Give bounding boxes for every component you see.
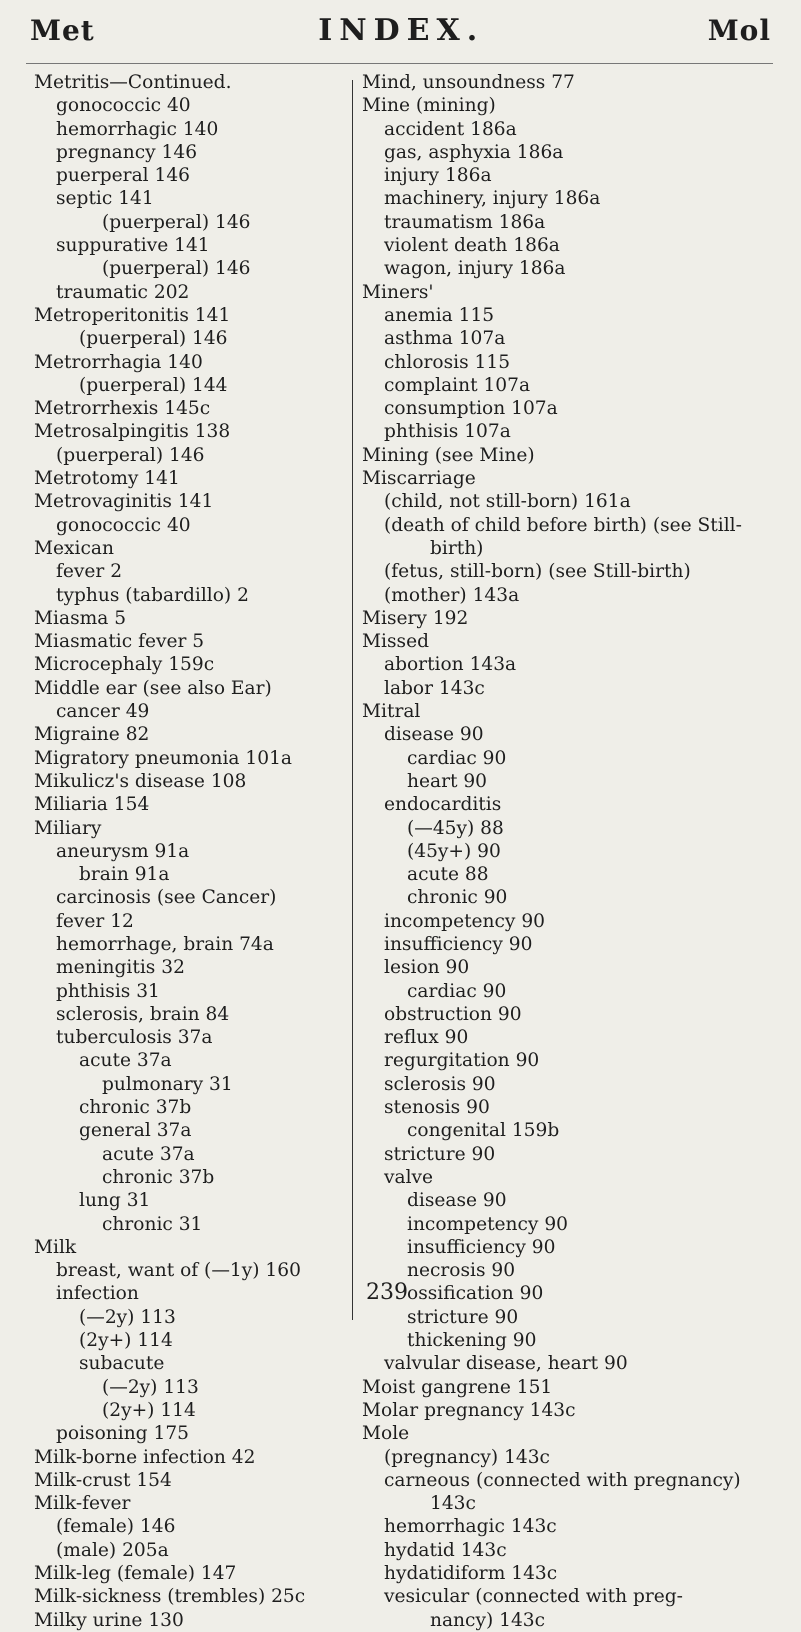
index-subentry: acute 88 <box>407 864 489 886</box>
index-subentry: pregnancy 146 <box>56 141 198 163</box>
index-heading: Milk-crust 154 <box>34 1469 172 1491</box>
index-heading: Milk <box>34 1236 77 1258</box>
index-subentry: phthisis 107a <box>384 421 511 443</box>
index-subentry: (male) 205a <box>56 1539 169 1561</box>
index-subentry: asthma 107a <box>384 328 506 350</box>
index-subentry: cardiac 90 <box>407 747 507 769</box>
index-subentry: stricture 90 <box>407 1306 519 1328</box>
index-heading: Milk-borne infection 42 <box>34 1446 256 1468</box>
index-subentry: meningitis 32 <box>56 957 185 979</box>
index-subentry: (female) 146 <box>56 1516 176 1538</box>
index-heading: Microcephaly 159c <box>34 654 215 676</box>
index-subentry: (pregnancy) 143c <box>384 1446 550 1468</box>
index-subentry: disease 90 <box>384 724 484 746</box>
index-heading: Mine (mining) <box>362 95 496 117</box>
index-subentry: fever 2 <box>56 561 123 583</box>
index-subentry: aneurysm 91a <box>56 840 190 862</box>
index-subentry: wagon, injury 186a <box>384 258 566 280</box>
header-rule <box>26 63 773 64</box>
index-heading: Missed <box>362 631 429 653</box>
index-subentry: regurgitation 90 <box>384 1050 540 1072</box>
index-heading: Middle ear (see also Ear) <box>34 677 272 699</box>
index-subentry: general 37a <box>79 1120 192 1142</box>
index-heading: Metrorrhagia 140 <box>34 351 203 373</box>
page-number: 239 <box>366 1280 408 1305</box>
index-subentry: disease 90 <box>407 1190 507 1212</box>
index-subentry: acute 37a <box>102 1143 195 1165</box>
index-heading: Mitral <box>362 701 421 723</box>
index-subentry: chronic 90 <box>407 887 508 909</box>
index-subentry: chronic 31 <box>102 1213 203 1235</box>
index-subentry: poisoning 175 <box>56 1423 189 1445</box>
index-subentry: brain 91a <box>79 864 170 886</box>
index-heading: Milky urine 130 <box>34 1609 184 1631</box>
index-subentry: (—2y) 113 <box>79 1306 176 1328</box>
index-subentry: hemorrhagic 140 <box>56 118 219 140</box>
index-subentry: subacute <box>79 1353 165 1375</box>
index-subentry: necrosis 90 <box>407 1260 516 1282</box>
running-header <box>30 10 771 50</box>
index-subentry: stricture 90 <box>384 1143 496 1165</box>
index-subentry: chronic 37b <box>102 1166 215 1188</box>
column-divider <box>352 80 353 1320</box>
index-subentry: traumatic 202 <box>56 281 190 303</box>
index-subentry: breast, want of (—1y) 160 <box>56 1260 301 1282</box>
left-index-column <box>34 71 350 1632</box>
index-heading: Migratory pneumonia 101a <box>34 747 293 769</box>
index-subentry: abortion 143a <box>384 654 517 676</box>
index-subentry: consumption 107a <box>384 398 558 420</box>
index-heading: Mexican <box>34 537 114 559</box>
index-subentry: congenital 159b <box>407 1120 560 1142</box>
index-subentry: acute 37a <box>79 1050 172 1072</box>
index-heading: Miliary <box>34 817 102 839</box>
index-subentry: lung 31 <box>79 1190 151 1212</box>
index-subentry: (puerperal) 144 <box>79 374 228 396</box>
index-heading: Metroperitonitis 141 <box>34 304 231 326</box>
index-subentry: chlorosis 115 <box>384 351 511 373</box>
index-subentry: thickening 90 <box>407 1330 537 1352</box>
index-heading: Moist gangrene 151 <box>362 1376 553 1398</box>
index-subentry: (2y+) 114 <box>79 1330 173 1352</box>
index-subentry: typhus (tabardillo) 2 <box>56 584 249 606</box>
index-subentry: endocarditis <box>384 794 502 816</box>
index-subentry: violent death 186a <box>384 235 560 257</box>
index-subentry: complaint 107a <box>384 374 531 396</box>
index-heading: Miscarriage <box>362 468 476 490</box>
index-subentry: (—2y) 113 <box>102 1376 199 1398</box>
index-subentry: hydatidiform 143c <box>384 1563 558 1584</box>
index-heading: Mining (see Mine) <box>362 444 535 466</box>
index-subentry: (puerperal) 146 <box>102 211 251 233</box>
index-heading: Metritis—Continued. <box>34 72 232 93</box>
index-subentry: carcinosis (see Cancer) <box>56 887 277 909</box>
index-subentry: 143c <box>430 1493 476 1515</box>
index-subentry: anemia 115 <box>384 304 495 326</box>
index-subentry: valvular disease, heart 90 <box>384 1353 628 1375</box>
index-heading: Migraine 82 <box>34 724 150 746</box>
index-subentry: phthisis 31 <box>56 980 160 1002</box>
index-subentry: cancer 49 <box>56 701 150 723</box>
index-heading: Misery 192 <box>362 607 469 629</box>
index-subentry: (mother) 143a <box>384 584 520 606</box>
header-title: INDEX. <box>318 12 485 48</box>
index-subentry: lesion 90 <box>384 957 470 979</box>
index-subentry: vesicular (connected with preg- <box>384 1586 683 1608</box>
index-subentry: (child, not still-born) 161a <box>384 491 631 513</box>
index-subentry: valve <box>384 1166 434 1188</box>
index-subentry: ossification 90 <box>407 1283 544 1305</box>
index-subentry: incompetency 90 <box>384 910 546 932</box>
index-heading: Mikulicz's disease 108 <box>34 770 247 792</box>
index-subentry: (2y+) 114 <box>102 1399 196 1421</box>
index-subentry: sclerosis, brain 84 <box>56 1003 230 1025</box>
index-subentry: incompetency 90 <box>407 1213 569 1235</box>
index-subentry: insufficiency 90 <box>384 933 533 955</box>
right-index-column <box>362 71 794 1632</box>
index-subentry: insufficiency 90 <box>407 1236 556 1258</box>
index-heading: Milk-sickness (trembles) 25c <box>34 1586 306 1608</box>
index-subentry: puerperal 146 <box>56 165 190 187</box>
index-subentry: carneous (connected with pregnancy) <box>384 1469 741 1491</box>
index-heading: Miners' <box>362 281 434 303</box>
index-subentry: injury 186a <box>384 165 492 187</box>
index-subentry: reflux 90 <box>384 1027 469 1049</box>
index-heading: Mole <box>362 1423 410 1445</box>
index-subentry: obstruction 90 <box>384 1003 522 1025</box>
index-heading: Miliaria 154 <box>34 794 150 816</box>
index-subentry: infection <box>56 1283 139 1305</box>
index-subentry: labor 143c <box>384 677 485 699</box>
index-subentry: gonococcic 40 <box>56 95 191 117</box>
index-heading: Miasma 5 <box>34 607 127 629</box>
index-subentry: birth) <box>430 537 484 559</box>
index-heading: Milk-fever <box>34 1493 131 1515</box>
index-subentry: chronic 37b <box>79 1097 192 1119</box>
index-subentry: gonococcic 40 <box>56 514 191 536</box>
index-subentry: pulmonary 31 <box>102 1073 233 1095</box>
index-heading: Metrovaginitis 141 <box>34 491 214 513</box>
index-subentry: heart 90 <box>407 770 487 792</box>
index-subentry: tuberculosis 37a <box>56 1027 213 1049</box>
index-subentry: septic 141 <box>56 188 154 210</box>
index-heading: Metrosalpingitis 138 <box>34 421 231 443</box>
index-heading: Mind, unsoundness 77 <box>362 72 575 93</box>
index-heading: Metrorrhexis 145c <box>34 398 211 420</box>
header-right-guide-word: Mol <box>707 13 771 47</box>
header-left-guide-word: Met <box>30 13 95 47</box>
index-subentry: cardiac 90 <box>407 980 507 1002</box>
index-subentry: hemorrhage, brain 74a <box>56 933 274 955</box>
index-subentry: fever 12 <box>56 910 134 932</box>
index-subentry: sclerosis 90 <box>384 1073 496 1095</box>
index-heading: Molar pregnancy 143c <box>362 1399 576 1421</box>
index-subentry: accident 186a <box>384 118 517 140</box>
index-subentry: gas, asphyxia 186a <box>384 141 564 163</box>
index-heading: Miasmatic fever 5 <box>34 631 205 653</box>
index-subentry: stenosis 90 <box>384 1097 490 1119</box>
index-subentry: (—45y) 88 <box>407 817 504 839</box>
index-subentry: machinery, injury 186a <box>384 188 601 210</box>
index-heading: Milk-leg (female) 147 <box>34 1563 237 1584</box>
index-subentry: nancy) 143c <box>430 1609 546 1631</box>
index-subentry: hemorrhagic 143c <box>384 1516 557 1538</box>
index-subentry: (45y+) 90 <box>407 840 501 862</box>
index-subentry: (puerperal) 146 <box>102 258 251 280</box>
index-subentry: hydatid 143c <box>384 1539 507 1561</box>
index-subentry: traumatism 186a <box>384 211 546 233</box>
index-subentry: (death of child before birth) (see Still- <box>384 514 742 536</box>
index-subentry: (fetus, still-born) (see Still-birth) <box>384 561 691 583</box>
index-subentry: suppurative 141 <box>56 235 210 257</box>
index-subentry: (puerperal) 146 <box>56 444 205 466</box>
index-heading: Metrotomy 141 <box>34 468 180 490</box>
index-subentry: (puerperal) 146 <box>79 328 228 350</box>
